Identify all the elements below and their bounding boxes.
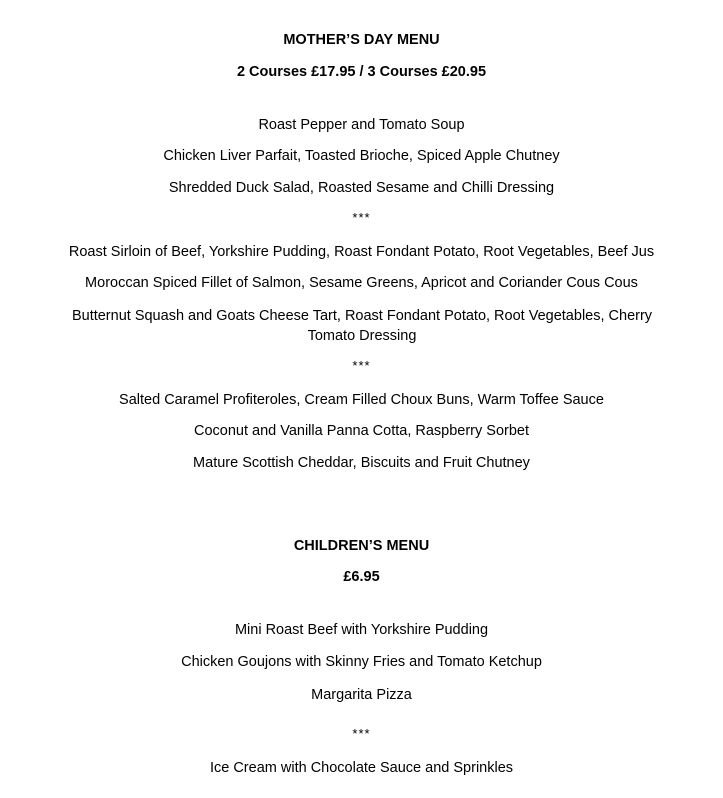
starter-item: Shredded Duck Salad, Roasted Sesame and Chilli Dressing bbox=[168, 180, 555, 196]
menu-price: £6.95 bbox=[343, 569, 380, 585]
main-item: Chicken Goujons with Skinny Fries and Tomato Ketchup bbox=[181, 654, 542, 670]
main-item: Butternut Squash and Goats Cheese Tart, Roast Fondant Potato, Root Vegetables, Cherry Tomato Dressing bbox=[71, 308, 653, 344]
main-item: Roast Sirloin of Beef, Yorkshire Pudding, Roast Fondant Potato, Root Vegetables, Beef Jus bbox=[68, 244, 655, 260]
main-item: Moroccan Spiced Fillet of Salmon, Sesame Greens, Apricot and Coriander Cous Cous bbox=[85, 275, 638, 291]
main-item: Margarita Pizza bbox=[311, 687, 412, 703]
dessert-item: Ice Cream with Chocolate Sauce and Sprinkles bbox=[209, 760, 514, 776]
course-separator: *** bbox=[352, 210, 371, 225]
main-item: Mini Roast Beef with Yorkshire Pudding bbox=[234, 622, 489, 638]
starter-item: Roast Pepper and Tomato Soup bbox=[258, 117, 465, 133]
menu-title: MOTHER’S DAY MENU bbox=[283, 32, 440, 48]
menu-title: CHILDREN’S MENU bbox=[293, 538, 430, 554]
dessert-item: Mature Scottish Cheddar, Biscuits and Fruit Chutney bbox=[193, 455, 530, 471]
menu-price: 2 Courses £17.95 / 3 Courses £20.95 bbox=[236, 64, 487, 80]
course-separator: *** bbox=[352, 358, 371, 373]
starter-item: Chicken Liver Parfait, Toasted Brioche, Spiced Apple Chutney bbox=[163, 148, 560, 164]
dessert-item: Coconut and Vanilla Panna Cotta, Raspberry Sorbet bbox=[193, 423, 530, 439]
dessert-item: Salted Caramel Profiteroles, Cream Filled Choux Buns, Warm Toffee Sauce bbox=[119, 392, 604, 408]
course-separator: *** bbox=[352, 726, 371, 741]
